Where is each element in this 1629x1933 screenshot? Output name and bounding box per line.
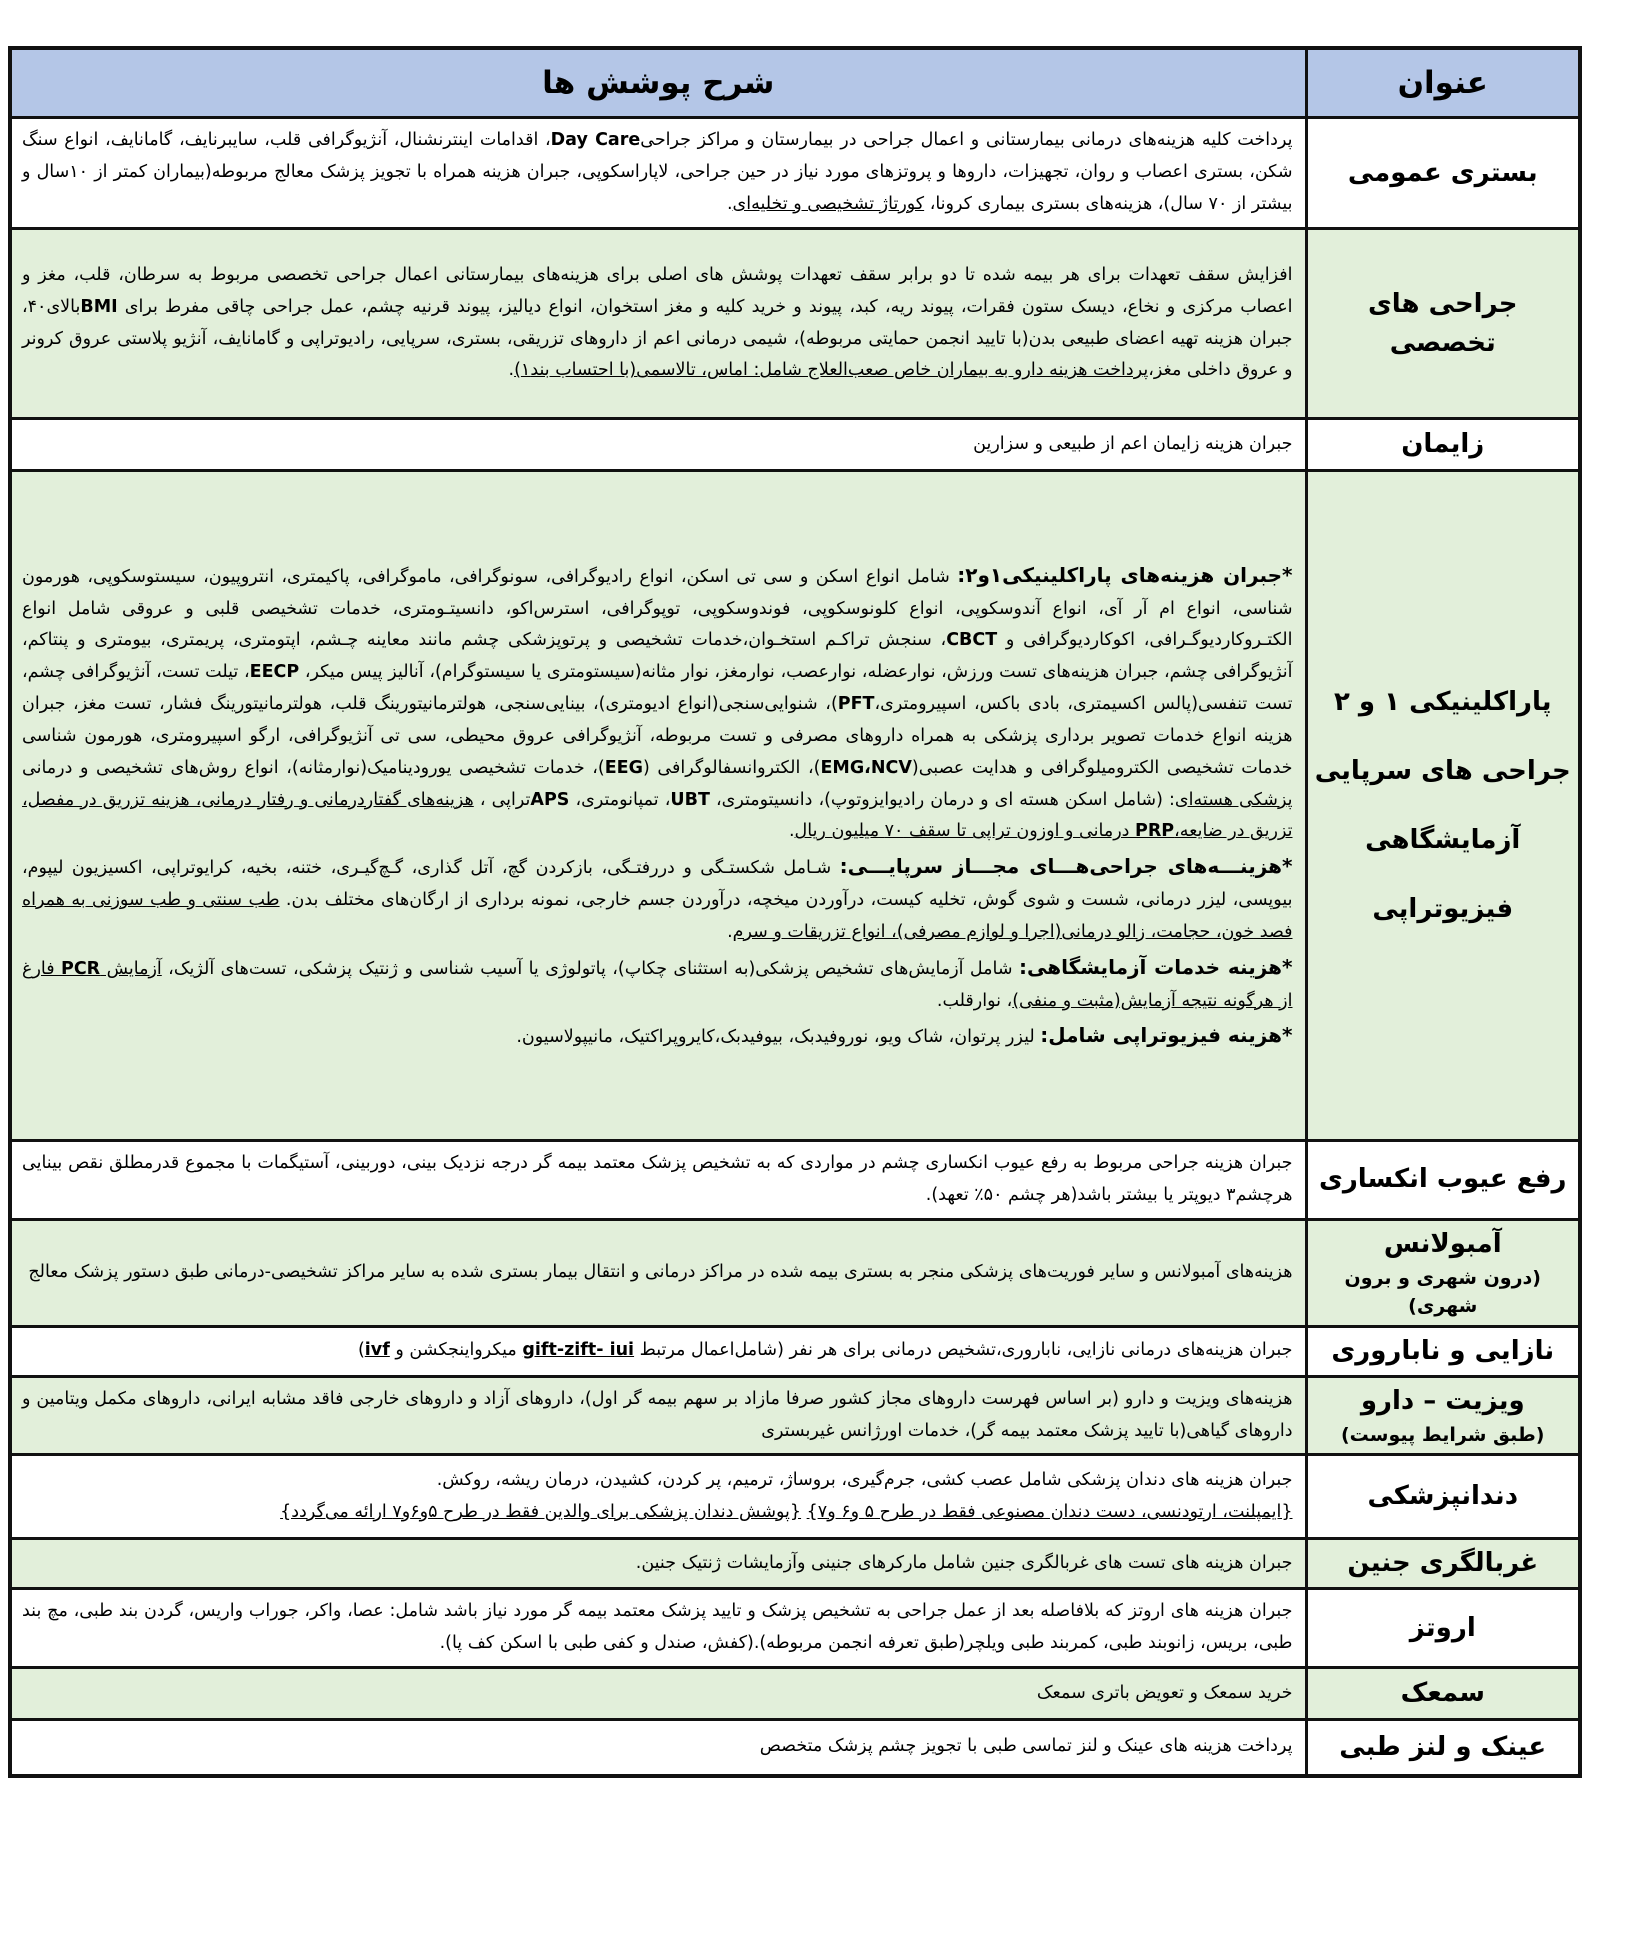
row-description: هزینه‌های آمبولانس و سایر فوریت‌های پزشکی منجر به بستری بیمه شده در مراکز درمانی و انتقال بیمار بستری شده به سایر مراکز تشخیصی-درمانی طبق دستور پزشک معالج bbox=[10, 1219, 1306, 1326]
desc-term-pcr: PCR bbox=[61, 958, 101, 979]
row-title: نازایی و ناباروری bbox=[1306, 1326, 1580, 1376]
desc-text: ، تمپانومتری، bbox=[569, 789, 671, 810]
header-title: عنوان bbox=[1306, 48, 1580, 118]
desc-text: میکرواینجکشن و bbox=[389, 1340, 523, 1361]
row-title: غربالگری جنین bbox=[1306, 1539, 1580, 1589]
outpatient-surgery-paragraph bbox=[22, 848, 1293, 949]
coverage-table-container bbox=[8, 46, 1582, 1778]
row-description: پرداخت هزینه های عینک و لنز تماسی طبی با تجویز چشم پزشک متخصص bbox=[10, 1720, 1306, 1776]
desc-underlined: {ایمپلنت، ارتودنسی، دست دندان مصنوعی فقط در طرح ۵ و۶ و۷} bbox=[806, 1501, 1293, 1522]
desc-text: . bbox=[727, 921, 733, 942]
desc-text: لیزر پرتوان، شاک ویو، نوروفیدبک، بیوفیدبک،کایروپراکتیک، مانیپولاسیون. bbox=[516, 1027, 1041, 1048]
desc-text: شامل آزمایش‌های تشخیص پزشکی(به استثنای چکاپ)، پاتولوژی یا آسیب شناسی و ژنتیک پزشکی، تست‌های آلژیک، bbox=[161, 958, 1019, 979]
desc-text: ) bbox=[357, 1340, 365, 1361]
laboratory-paragraph bbox=[22, 949, 1293, 1018]
desc-text: افزایش سقف تعهدات برای هر بیمه شده تا دو برابر سقف تعهدات پوشش های اصلی برای هزینه‌های بیمارستانی اعمال جراحی تخصصی مربوط به سرطان، قلب، مغز و اعصاب مرکزی و نخاع، دیسک ستون فقرات، پیوند ریه، کبد، پیوند و خرید کلیه و مغز استخوان، انواع دیالیز، پیوند قرنیه چشم، عمل جراحی چاقی مفرط برای bbox=[22, 264, 1293, 317]
row-description bbox=[10, 471, 1306, 1141]
desc-text: . bbox=[726, 193, 733, 214]
table-row bbox=[10, 1539, 1580, 1589]
section-heading: *جبران هزینه‌های پاراکلینیکی۱و۲: bbox=[957, 562, 1293, 587]
desc-text: ، نوارقلب. bbox=[936, 990, 1013, 1011]
desc-underlined: هزینه‌های گفتاردرمانی و رفتار درمانی، هزینه تزریق در مفصل، تزریق در ضایعه، bbox=[22, 789, 1293, 842]
section-heading: *هزینه خدمات آزمایشگاهی: bbox=[1018, 954, 1293, 979]
row-title-cell bbox=[1306, 1219, 1580, 1326]
desc-term-prp: PRP bbox=[1135, 821, 1175, 842]
desc-term-day-care: Day Care bbox=[550, 130, 641, 151]
row-description: جبران هزینه های اروتز که بلافاصله بعد از عمل جراحی به تشخیص پزشک و تایید پزشک معتمد بیمه گر مورد نیاز باشد شامل: عصا، واکر، جوراب واریس، گردن بند طبی، مچ بند طبی، بریس، زانوبند طبی، کمربند طبی ویلچر(طبق تعرفه انجمن مربوطه).(کفش، صندل و کفی طبی با اسکن کف پا). bbox=[10, 1589, 1306, 1668]
row-description: جبران هزینه زایمان اعم از طبیعی و سزارین bbox=[10, 419, 1306, 471]
desc-text: جبران هزینه های دندان پزشکی شامل عصب کشی، جرم‌گیری، بروساژ، ترمیم، پر کردن، کشیدن، درمان ریشه، روکش. bbox=[436, 1470, 1293, 1491]
table-row bbox=[10, 1219, 1580, 1326]
table-row bbox=[10, 229, 1580, 419]
desc-underlined: درمانی و اوزون تراپی تا سقف ۷۰ میلیون ریال bbox=[794, 821, 1135, 842]
desc-text: جبران هزینه‌های درمانی نازایی، ناباروری،تشخیص درمانی برای هر نفر (شامل‌اعمال مرتبط bbox=[634, 1340, 1293, 1361]
desc-term-eeg: EEG bbox=[604, 757, 643, 778]
coverage-table bbox=[8, 46, 1582, 1778]
desc-text: )، خدمات تشخیصی یورودینامیک(نوارمثانه)، انواع روش‌های تشخیصی و درمانی bbox=[22, 757, 605, 778]
table-header-row bbox=[10, 48, 1580, 118]
row-description bbox=[10, 229, 1306, 419]
desc-text: . bbox=[788, 821, 795, 842]
desc-term-cbct: CBCT bbox=[946, 630, 998, 651]
table-row bbox=[10, 471, 1580, 1141]
desc-underlined: {پوشش دندان پزشکی برای والدین فقط در طرح ۵و۶و۷ ارائه می‌گردد} bbox=[280, 1501, 802, 1522]
row-title: سمعک bbox=[1306, 1668, 1580, 1720]
row-title-group bbox=[1306, 471, 1580, 1141]
table-row bbox=[10, 419, 1580, 471]
desc-term-ivf: ivf bbox=[364, 1340, 390, 1361]
row-title: ویزیت – دارو bbox=[1360, 1385, 1525, 1416]
desc-text: ، اقدامات اینترنشنال، آنژیوگرافی قلب، سایبرنایف، گامانایف، انواع سنگ شکن، بستری اعصاب و روان، تجهیزات، داروها و پروتزهای مورد نیاز در حین جراحی، لاپاراسکوپی، جبران هزینه همراه با تجویز پزشک معالج مربوطه(بیماران کمتر از ۱۰سال و بیشتر از ۷۰ سال)، هزینه‌های بستری بیماری کرونا، bbox=[22, 130, 1293, 214]
desc-underlined: آزمایش bbox=[100, 958, 162, 979]
header-description: شرح پوشش ها bbox=[10, 48, 1306, 118]
desc-text: شامل انواع اسکن و سی تی اسکن، انواع رادیوگرافی، سونوگرافی، ماموگرافی، پاکیمتری، انتروپیون، سیستوسکوپی، هورمون شناسی، انواع ام آر آی، انواع آندوسکوپی، انواع کلونوسکوپی، فوندوسکوپی، توپوگرافی، استرس‌اکو، دانسیتـومتری، خدمات تشخیصی قلبی و عروقی شامل انواع الکتـروکاردیوگـرافی، اکوکاردیوگرافی و bbox=[22, 566, 1293, 651]
desc-text: : (شامل اسکن هسته ای و درمان رادیوایزوتوپ)، دانسیتومتری، bbox=[709, 789, 1175, 810]
table-row bbox=[10, 1720, 1580, 1776]
paraclinic-paragraph bbox=[22, 557, 1293, 849]
row-description bbox=[10, 1326, 1306, 1376]
desc-term-emg-ncv: EMG،NCV bbox=[820, 757, 912, 778]
table-row bbox=[10, 1668, 1580, 1720]
desc-text: بالای۴۰، جبران هزینه تهیه اعضای طبیعی بدن(با تایید انجمن حمایتی مربوطه)، شیمی درمانی اعم از داروهای تزریقی، بستری، سرپایی، رادیوتراپی و گامانایف، آنژیو پلاستی عروق کرونر و عروق داخلی مغز، bbox=[22, 296, 1293, 381]
row-title: عینک و لنز طبی bbox=[1306, 1720, 1580, 1776]
row-description: جبران هزینه های تست های غربالگری جنین شامل مارکرهای جنینی وآزمایشات ژنتیک جنین. bbox=[10, 1539, 1306, 1589]
section-heading: *هزینه فیزیوتراپی شامل: bbox=[1040, 1023, 1293, 1048]
row-subtitle: (طبق شرایط پیوست) bbox=[1341, 1423, 1545, 1446]
row-title: دندانپزشکی bbox=[1306, 1455, 1580, 1539]
section-heading: *هزینـــه‌های جراحی‌هـــای مجـــاز سرپایـــی: bbox=[839, 854, 1293, 879]
desc-text: . bbox=[508, 360, 515, 381]
row-title: رفع عیوب انکساری bbox=[1306, 1141, 1580, 1220]
table-row bbox=[10, 118, 1580, 229]
table-row bbox=[10, 1376, 1580, 1455]
desc-term-eecp: EECP bbox=[249, 662, 300, 683]
desc-text: شـامل شکستـگی و دررفتـگی، بازکردن گچ، آتل گذاری، گـچ‌گیـری، ختنه، بخیه، کرایوتراپی، اکسیزیون لیپوم، بیوپسی، لیزر درمانی، شست و شوی گوش، تخلیه کیست، درآوردن میخچه، درآوردن جسم خارجی، نمونه برداری از ارگان‌های مختلف بدن. bbox=[22, 858, 1293, 911]
row-title-cell bbox=[1306, 1376, 1580, 1455]
row-title: بستری عمومی bbox=[1306, 118, 1580, 229]
row-title-laboratory: آزمایشگاهی bbox=[1365, 824, 1521, 855]
row-title: جراحی های تخصصی bbox=[1306, 229, 1580, 419]
physiotherapy-paragraph bbox=[22, 1017, 1293, 1054]
desc-term-ubt: UBT bbox=[670, 789, 710, 810]
desc-text: )، الکتروانسفالوگرافی ( bbox=[643, 757, 821, 778]
desc-underlined: پزشکی هسته‌ای bbox=[1174, 789, 1293, 810]
row-title: زایمان bbox=[1306, 419, 1580, 471]
desc-term-gift: gift-zift- iui bbox=[522, 1340, 635, 1361]
desc-underlined: طب سنتی و طب سوزنی به همراه فصد خون، حجامت، زالو درمانی(اجرا و لوازم مصرفی)، انواع تزریقات و سرم bbox=[22, 890, 1293, 942]
table-row bbox=[10, 1455, 1580, 1539]
table-row bbox=[10, 1326, 1580, 1376]
desc-text: ، سنجش تراکـم استخـوان،خدمات تشخیصی و پرتوپزشکی چشم مانند معاینه چـشم، اپتومتری، پریمتری، بیومتری و پنتاکم، آنژیوگرافی چشم، جبران هزینه‌های تست ورزش، نوارعضله، نوارعصب، نوارمغز، نوار مثانه(سیستومتری یا سیستوگرام)، آنالیز پیس میکر، bbox=[22, 630, 1293, 683]
desc-notes bbox=[22, 1497, 1293, 1529]
desc-text: پرداخت کلیه هزینه‌های درمانی بیمارستانی و اعمال جراحی در بیمارستان و مراکز جراحی bbox=[640, 130, 1293, 151]
table-row bbox=[10, 1141, 1580, 1220]
table-row bbox=[10, 1589, 1580, 1668]
row-subtitle: (درون شهری و برون شهری) bbox=[1344, 1266, 1541, 1318]
row-title-paraclinic: پاراکلینیکی ۱ و ۲ bbox=[1334, 686, 1552, 717]
desc-underlined: پرداخت هزینه دارو به بیماران خاص صعب‌العلاج شامل: اماس، تالاسمی(با احتساب بند۱) bbox=[514, 360, 1149, 381]
row-title-physiotherapy: فیزیوتراپی bbox=[1372, 893, 1514, 924]
row-title: اروتز bbox=[1306, 1589, 1580, 1668]
row-title: آمبولانس bbox=[1383, 1228, 1502, 1259]
desc-underlined: فارغ از هرگونه نتیجه آزمایش(مثبت و منفی) bbox=[22, 958, 1293, 1011]
row-description: خرید سمعک و تعویض باتری سمعک bbox=[10, 1668, 1306, 1720]
row-description bbox=[10, 118, 1306, 229]
desc-text: )، شنوایی‌سنجی(انواع ادیومتری)، بینایی‌سنجی، هولترمانیتورینگ قلب، هولترمانیتورینگ فشار، تست مغز، جبران هزینه انواع خدمات تصویر برداری پزشکی به همراه داروهای مصرفی و تست مربوطه، آنژیوگرافی عروق محیطی، سی تی آنژیوگرافی، ارگو اسپیرومتری، هورمون شناسی خدمات تشخیصی الکترومیلوگرافی و هدایت عصبی( bbox=[22, 694, 1293, 778]
desc-term-bmi: BMI bbox=[80, 296, 118, 317]
desc-text: ، تیلت تست، آنژیوگرافی چشم، تست تنفسی(پالس اکسیمتری، بادی باکس، اسپیرومتری، bbox=[22, 662, 1293, 715]
desc-underlined: کورتاژ تشخیصی و تخلیه‌ای bbox=[732, 193, 925, 214]
desc-term-pft: PFT bbox=[837, 694, 875, 715]
row-description: جبران هزینه جراحی مربوط به رفع عیوب انکساری چشم در مواردی که به تشخیص پزشک معتمد بیمه گر درجه نزدیک بینی، دوربینی، آستیگمات با مجموع قدرمطلق نقص بینایی هرچشم۳ دیوپتر یا بیشتر باشد(هر چشم ۵۰٪ تعهد). bbox=[10, 1141, 1306, 1220]
row-description: هزینه‌های ویزیت و دارو (بر اساس فهرست داروهای مجاز کشور صرفا مازاد بر سهم بیمه گر اول)، داروهای آزاد و داروهای خارجی فاقد مشابه ایرانی، داروهای مکمل ویتامین و داروهای گیاهی(با تایید پزشک معتمد بیمه گر)، خدمات اورژانس غیربستری bbox=[10, 1376, 1306, 1455]
row-title-outpatient-surgery: جراحی های سرپایی bbox=[1314, 755, 1571, 786]
desc-text: تراپی ، bbox=[473, 789, 531, 810]
row-description bbox=[10, 1455, 1306, 1539]
desc-term-aps: APS bbox=[530, 789, 570, 810]
